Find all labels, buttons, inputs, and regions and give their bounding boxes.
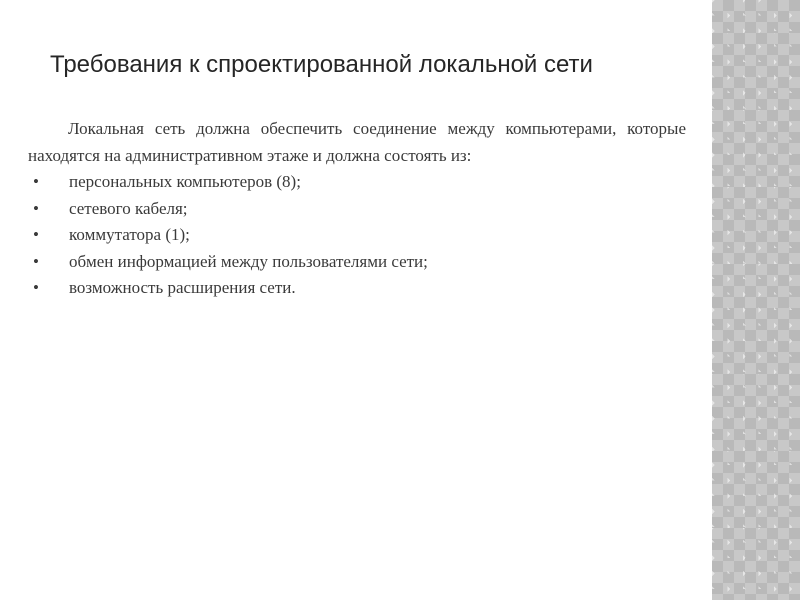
list-item (28, 169, 686, 196)
intro-paragraph: Локальная сеть должна обеспечить соединение между компьютерами, которые находятся на административном этаже и должна состоять из: (28, 119, 686, 165)
decorative-diamond-strip (712, 0, 800, 600)
list-item-text: персональных компьютеров (8); (69, 172, 301, 191)
bullet-icon: • (33, 278, 39, 297)
list-item (28, 222, 686, 249)
list-item-text: возможность расширения сети. (69, 278, 296, 297)
bullet-icon: • (33, 225, 39, 244)
bullet-icon: • (33, 198, 39, 218)
slide-title: Требования к спроектированной локальной сети (50, 51, 593, 78)
requirements-list (28, 169, 686, 302)
list-item-text: обмен информацией между пользователями сети; (69, 251, 428, 271)
bullet-icon: • (33, 172, 39, 191)
list-item (28, 275, 686, 302)
slide-body (28, 116, 686, 302)
list-item (28, 249, 686, 276)
bullet-icon: • (33, 251, 39, 271)
list-item (28, 196, 686, 223)
list-item-text: сетевого кабеля; (69, 198, 188, 218)
list-item-text: коммутатора (1); (69, 225, 190, 244)
